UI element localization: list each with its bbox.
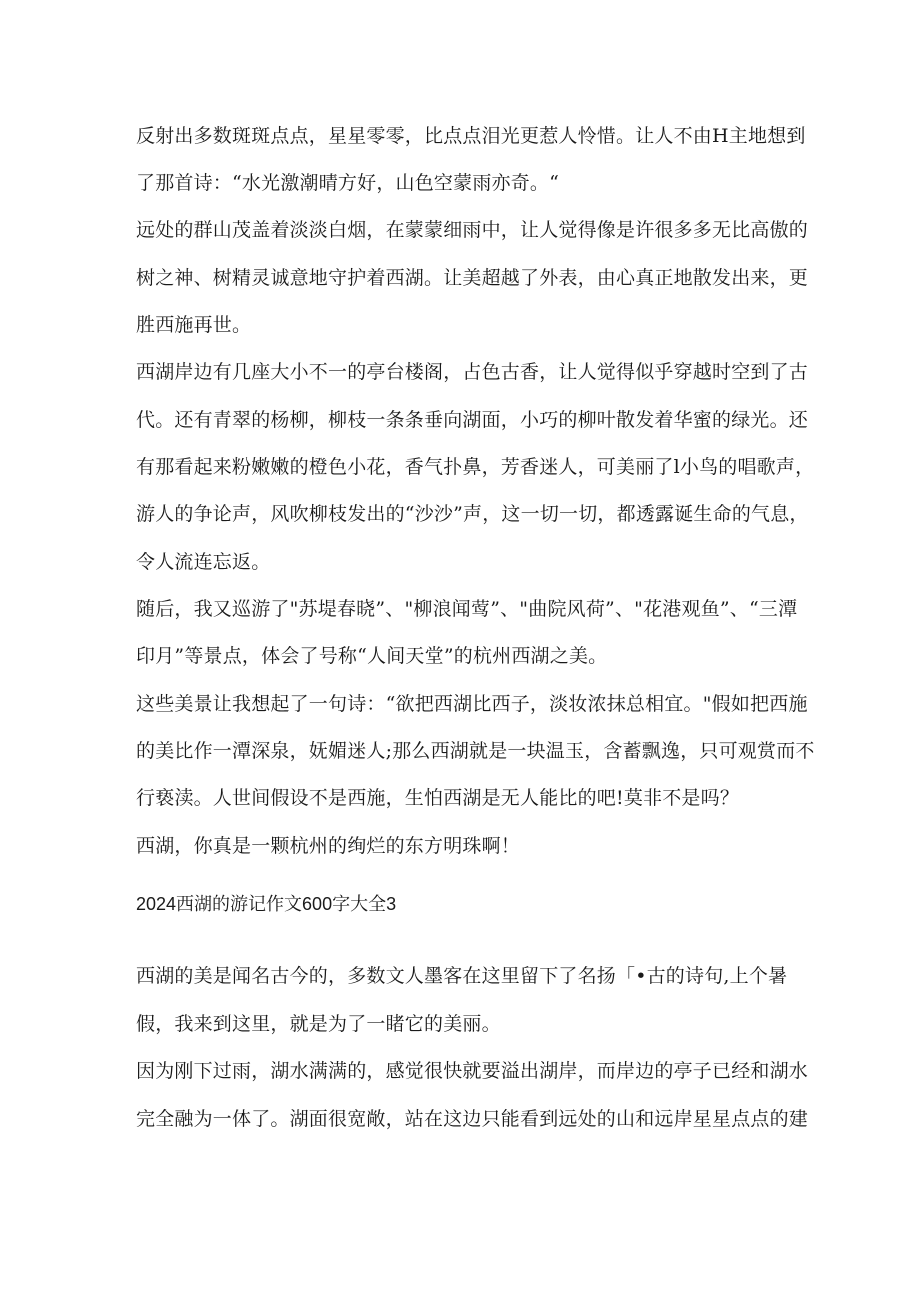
text-line: 了那首诗：“水光激潮晴方好，山色空蒙雨亦奇。“ <box>136 172 560 194</box>
text-line: 西湖的美是闻名古今的，多数文人墨客在这里留下了名扬「•古的诗句,上个暑 <box>136 965 788 987</box>
text-line: 完全融为一体了。湖面很宽敞，站在这边只能看到远处的山和远岸星星点点的建 <box>136 1108 809 1130</box>
text-line: 假，我来到这里，就是为了一睹它的美丽。 <box>136 1013 501 1035</box>
text-line: 西湖岸边有几座大小不一的亭台楼阁，占色古香，让人觉得似乎穿越时空到了古 <box>136 361 809 383</box>
text-line: 令人流连忘返。 <box>136 551 271 573</box>
text-line: 有那看起来粉嫩嫩的橙色小花，香气扑鼻，芳香迷人，可美丽了l小鸟的唱歌声， <box>136 456 815 478</box>
text-line: 因为刚下过雨，湖水满满的，感觉很快就要溢出湖岸，而岸边的亭子已经和湖水 <box>136 1060 809 1082</box>
text-line: 西湖，你真是一颗杭州的绚烂的东方明珠啊！ <box>136 835 521 857</box>
text-line: 随后，我又巡游了"苏堤春晓”、"柳浪闻莺”、"曲院风荷”、"花港观鱼”、“三潭 <box>136 598 798 620</box>
text-line: 代。还有青翠的杨柳，柳枝一条条垂向湖面，小巧的柳叶散发着华蜜的绿光。还 <box>136 409 809 431</box>
text-line: 胜西施再世。 <box>136 314 252 336</box>
text-line: 游人的争论声，风吹柳枝发出的“沙沙”声，这一切一切，都透露诞生命的气息， <box>136 503 809 525</box>
text-line: 树之神、树精灵诚意地守护着西湖。让美超越了外表，由心真正地散发出来，更 <box>136 267 809 289</box>
text-line: 反射出多数斑斑点点，星星零零，比点点泪光更惹人怜惜。让人不由H主地想到 <box>136 125 806 147</box>
text-line: 的美比作一潭深泉，妩媚迷人;那么西湖就是一块温玉，含蓄飘逸，只可观赏而不 <box>136 740 815 762</box>
text-line: 远处的群山茂盖着淡淡白烟，在蒙蒙细雨中，让人觉得像是许很多多无比高傲的 <box>136 219 809 241</box>
text-line: 行亵渎。人世间假设不是西施，生怕西湖是无人能比的吧!莫非不是吗？ <box>136 787 740 809</box>
section-heading: 2024西湖的游记作文600字大全3 <box>136 894 397 914</box>
text-line: 印月”等景点，体会了号称“人间天堂”的杭州西湖之美。 <box>136 645 608 667</box>
text-line: 这些美景让我想起了一句诗：“欲把西湖比西子，淡妆浓抹总相宜。"假如把西施 <box>136 693 808 715</box>
